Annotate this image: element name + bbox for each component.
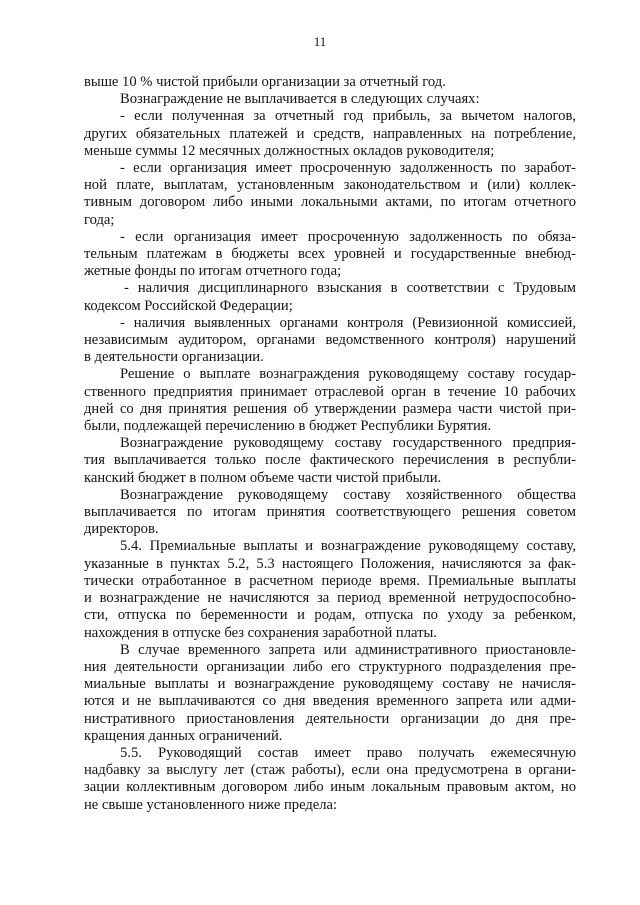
- text-line: - наличия выявленных органами контроля (Ревизионной комиссией,: [120, 314, 576, 331]
- text-line: выплачивается по итогам принятия соответствующего решения советом: [84, 504, 576, 521]
- paragraph: [84, 280, 576, 314]
- paragraph: [84, 108, 576, 160]
- text-line: 5.5. Руководящий состав имеет право получать ежемесячную: [120, 744, 576, 761]
- text-line: кодексом Российской Федерации;: [84, 297, 293, 314]
- text-line: дней со дня принятия решения об утверждении размера части чистой при-: [84, 400, 576, 417]
- text-line: в деятельности организации.: [84, 349, 264, 366]
- text-line: надбавку за выслугу лет (стаж работы), если она предусмотрена в органи-: [84, 762, 576, 779]
- paragraph: [84, 642, 576, 745]
- text-line: кращения данных ограничений.: [84, 727, 283, 744]
- text-line: выше 10 % чистой прибыли организации за отчетный год.: [84, 74, 446, 90]
- paragraph: [84, 435, 576, 487]
- text-line: тически отработанное в расчетном периоде время. Премиальные выплаты: [84, 572, 576, 589]
- page-number: 11: [313, 34, 327, 49]
- paragraph: [84, 91, 576, 108]
- text-line: - если организация имеет просроченную задолженность по заработ-: [120, 160, 576, 177]
- paragraph: [84, 315, 576, 367]
- text-line: не свыше установленного ниже предела:: [84, 796, 338, 813]
- text-line: тивным договором либо иными локальными актами, по итогам отчетного: [84, 194, 576, 211]
- text-line: тия выплачивается только после фактического перечисления в республи-: [84, 452, 576, 469]
- paragraph: [84, 366, 576, 435]
- paragraph: [84, 538, 576, 641]
- paragraph: [84, 160, 576, 229]
- text-line: - наличия дисциплинарного взыскания в соответствии с Трудовым: [124, 280, 576, 297]
- text-line: указанные в пунктах 5.2, 5.3 настоящего Положения, начисляются за фак-: [84, 555, 576, 572]
- text-line: ной плате, выплатам, установленным законодательством и (или) коллек-: [84, 177, 576, 194]
- text-line: меньше суммы 12 месячных должностных окладов руководителя;: [84, 142, 495, 159]
- paragraph: [84, 229, 576, 281]
- text-line: канский бюджет в полном объеме части чистой прибыли.: [84, 469, 442, 486]
- text-line: Вознаграждение руководящему составу хозяйственного общества: [120, 486, 576, 503]
- text-line: были, подлежащей перечислению в бюджет Республики Бурятия.: [84, 418, 492, 435]
- paragraph: [84, 745, 576, 814]
- text-line: года;: [84, 211, 115, 228]
- text-line: жетные фонды по итогам отчетного года;: [84, 263, 342, 280]
- text-line: - если полученная за отчетный год прибыль, за вычетом налогов,: [120, 108, 576, 125]
- text-line: ственного предприятия принимает отраслевой орган в течение 10 рабочих: [84, 383, 576, 400]
- text-line: ния деятельности организации либо его структурного подразделения пре-: [84, 658, 576, 675]
- text-line: независимым аудитором, органами ведомственного контроля) нарушений: [84, 332, 576, 349]
- document-body: [84, 74, 576, 814]
- text-line: 5.4. Премиальные выплаты и вознаграждение руководящему составу,: [120, 538, 576, 555]
- text-line: Вознаграждение не выплачивается в следующих случаях:: [120, 91, 480, 108]
- paragraph: [84, 487, 576, 539]
- text-line: В случае временного запрета или административного приостановле-: [120, 641, 576, 658]
- text-line: других обязательных платежей и средств, направленных на потребление,: [84, 125, 576, 142]
- text-line: ются и не выплачиваются со дня введения временного запрета или адми-: [84, 693, 576, 710]
- text-line: миальные выплаты и вознаграждение руководящему составу не начисля-: [84, 676, 576, 693]
- text-line: нахождения в отпуске без сохранения заработной платы.: [84, 624, 437, 641]
- text-line: Вознаграждение руководящему составу государственного предприя-: [120, 435, 576, 452]
- paragraph: [84, 74, 576, 91]
- text-line: тельным платежам в бюджеты всех уровней и государственные внебюд-: [84, 246, 576, 263]
- text-line: - если организация имеет просроченную задолженность по обяза-: [120, 228, 576, 245]
- text-line: и вознаграждение не начисляются за период временной нетрудоспособно-: [84, 590, 576, 607]
- text-line: Решение о выплате вознаграждения руководящему составу государ-: [120, 366, 576, 383]
- text-line: нистративного приостановления деятельности организации до дня пре-: [84, 710, 576, 727]
- text-line: директоров.: [84, 521, 159, 538]
- text-line: зации коллективным договором либо иным локальным правовым актом, но: [84, 779, 576, 796]
- text-line: сти, отпуска по беременности и родам, отпуска по уходу за ребенком,: [84, 607, 576, 624]
